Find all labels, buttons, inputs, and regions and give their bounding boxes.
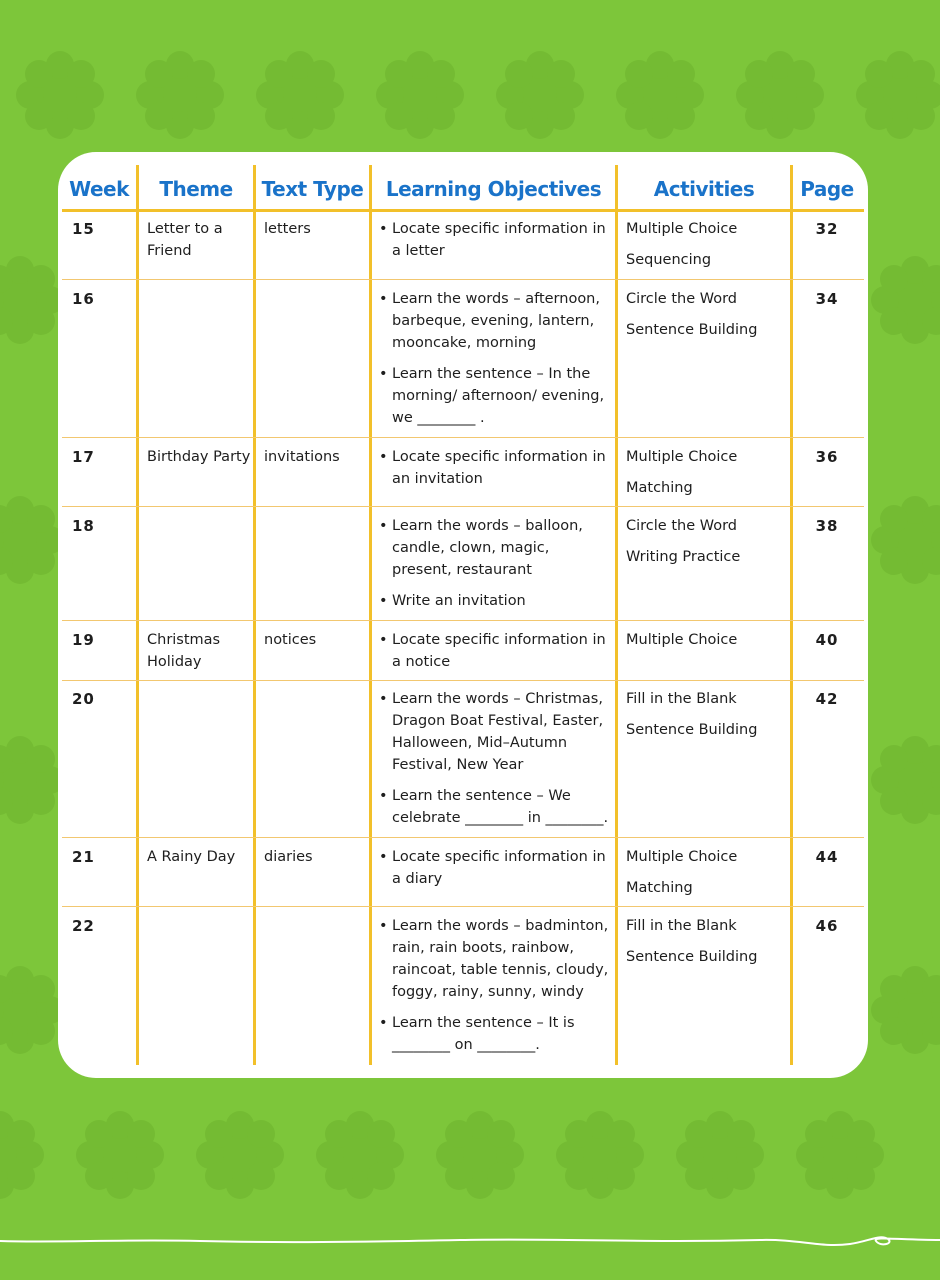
week-number: 18 [72,517,95,535]
activities-list [626,515,786,577]
header-week: Week [69,177,129,201]
text-type: letters [264,221,311,237]
objectives-list [378,515,612,621]
activity-item: Multiple Choice [626,632,738,648]
column-divider [369,165,372,1065]
header-page: Page [800,177,854,201]
theme-name: A Rainy Day [147,849,236,865]
activity-item: Matching [626,880,693,896]
activity-item: Multiple Choice [626,449,738,465]
objective-item: • Learn the words – Christmas, Dragon Boat Festival, Easter, Halloween, Mid–Autumn Festival, New Year [378,688,612,776]
header-learning-objectives: Learning Objectives [385,177,602,201]
activities-list [626,288,786,350]
activity-item: Circle the Word [626,518,738,534]
objective-item: • Learn the words – badminton, rain, rain boots, rainbow, raincoat, table tennis, cloudy, foggy, rainy, sunny, windy [378,915,612,1003]
activities-list [626,218,786,280]
activity-item: Fill in the Blank [626,918,737,934]
week-number: 22 [72,917,95,935]
week-number: 16 [72,290,95,308]
objective-item: • Learn the sentence – We celebrate ________ in ________. [378,785,612,829]
activity-item: Writing Practice [626,549,741,565]
objectives-list [378,629,612,682]
activity-item: Sentence Building [626,322,758,338]
objectives-list [378,846,612,899]
theme-name: Christmas Holiday [147,632,221,670]
theme-name: Letter to a Friend [147,221,223,259]
objective-item: • Learn the sentence – It is ________ on ________. [378,1012,612,1056]
activity-item: Fill in the Blank [626,691,737,707]
activities-list [626,446,786,508]
theme-name: Birthday Party [147,449,251,465]
header-activities: Activities [653,177,755,201]
text-type: diaries [264,849,313,865]
objectives-list [378,446,612,499]
week-number: 17 [72,448,95,466]
header-rule [62,209,864,212]
objective-item: • Locate specific information in a letter [378,218,612,262]
page-number: 38 [815,517,839,535]
page-number: 40 [815,631,839,649]
objective-item: • Locate specific information in a notice [378,629,612,673]
objective-item: • Learn the words – afternoon, barbeque, evening, lantern, mooncake, morning [378,288,612,354]
activity-item: Matching [626,480,693,496]
objective-item: • Learn the sentence – In the morning/ afternoon/ evening, we ________ . [378,363,612,429]
objective-item: • Locate specific information in an invitation [378,446,612,490]
text-type: notices [264,632,317,648]
column-divider [136,165,139,1065]
activities-list [626,915,786,977]
header-theme: Theme [159,177,233,201]
page-number: 42 [815,690,839,708]
objectives-list [378,688,612,838]
wavy-line-decoration [0,1228,940,1258]
column-divider [253,165,256,1065]
activity-item: Sentence Building [626,949,758,965]
header-text-type: Text Type [261,177,364,201]
objectives-list [378,288,612,438]
activities-list [626,846,786,908]
objective-item: • Learn the words – balloon, candle, clown, magic, present, restaurant [378,515,612,581]
page-number: 46 [815,917,839,935]
objective-item: • Write an invitation [378,590,612,612]
activity-item: Multiple Choice [626,221,738,237]
activities-list [626,688,786,750]
page-number: 36 [815,448,839,466]
objectives-list [378,915,612,1065]
activity-item: Circle the Word [626,291,738,307]
text-type: invitations [264,449,340,465]
week-number: 21 [72,848,95,866]
page-number: 34 [815,290,839,308]
activities-list [626,629,786,660]
week-number: 15 [72,220,95,238]
activity-item: Sequencing [626,252,712,268]
page-number: 32 [815,220,839,238]
objectives-list [378,218,612,271]
objective-item: • Locate specific information in a diary [378,846,612,890]
column-divider [615,165,618,1065]
activity-item: Multiple Choice [626,849,738,865]
week-number: 19 [72,631,95,649]
activity-item: Sentence Building [626,722,758,738]
page-number: 44 [815,848,839,866]
week-number: 20 [72,690,95,708]
